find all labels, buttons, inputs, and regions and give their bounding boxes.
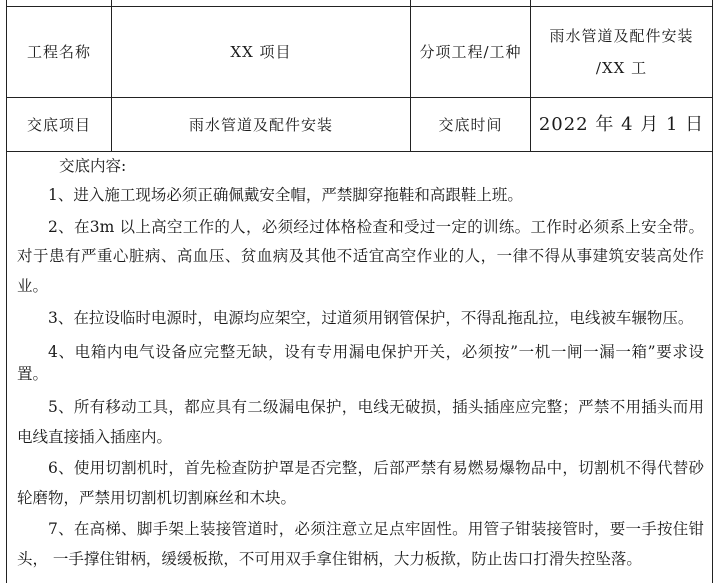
content-heading: 交底内容:: [59, 157, 127, 175]
subproject-label: 分项工程/工种: [419, 43, 522, 61]
disclosure-sheet: [6, 0, 713, 583]
project-name-label: 工程名称: [26, 43, 91, 61]
content-paragraph-5: 5、所有移动工具，都应具有二级漏电保护，电线无破损，插头插座应完整；严禁不用插头而用电线直接插入插座内。: [17, 398, 704, 446]
content-paragraph-3: 3、在拉设临时电源时，电源均应架空，过道须用钢管保护，不得乱拖乱拉，电线被车辗物压。: [48, 309, 694, 327]
disclosure-time-label: 交底时间: [438, 115, 503, 134]
content-paragraph-2: 2、在3m 以上高空工作的人，必须经过体格检查和受过一定的训练。工作时必须系上安全带。对于患有严重心脏病、高血压、贫血病及其他不适宜高空作业的人，一律不得从事建筑安装高处作业。: [17, 217, 704, 295]
subproject-value-line2: /XX 工: [595, 59, 648, 77]
subproject-value-line1: 雨水管道及配件安装: [549, 27, 694, 45]
disclosure-item-label: 交底项目: [26, 115, 91, 134]
content-paragraph-6: 6、使用切割机时，首先检查防护罩是否完整，后部严禁有易燃易爆物品中，切割机不得代替砂轮磨物，严禁用切割机切割麻丝和木块。: [17, 459, 704, 507]
disclosure-time-value: 2022 年 4 月 1 日: [538, 113, 705, 135]
content-paragraph-7: 7、在高梯、脚手架上装接管道时，必须注意立足点牢固性。用管子钳装接管时，要一手按住钳头， 一手撑住钳柄，缓缓板揿，不可用双手拿住钳柄，大力板揿，防止齿口打滑失控坠落。: [17, 520, 704, 568]
subproject-value: [531, 7, 712, 97]
content-paragraph-4: 4、电箱内电气设备应完整无缺，设有专用漏电保护开关，必须按”一机一闸一漏一箱”要求设置。: [17, 343, 704, 383]
disclosure-content: [7, 152, 712, 576]
content-paragraph-1: 1、进入施工现场必须正确佩戴安全帽，严禁脚穿拖鞋和高跟鞋上班。: [48, 186, 523, 204]
disclosure-item-value: 雨水管道及配件安装: [188, 115, 333, 134]
project-name-value: XX 项目: [230, 43, 292, 61]
